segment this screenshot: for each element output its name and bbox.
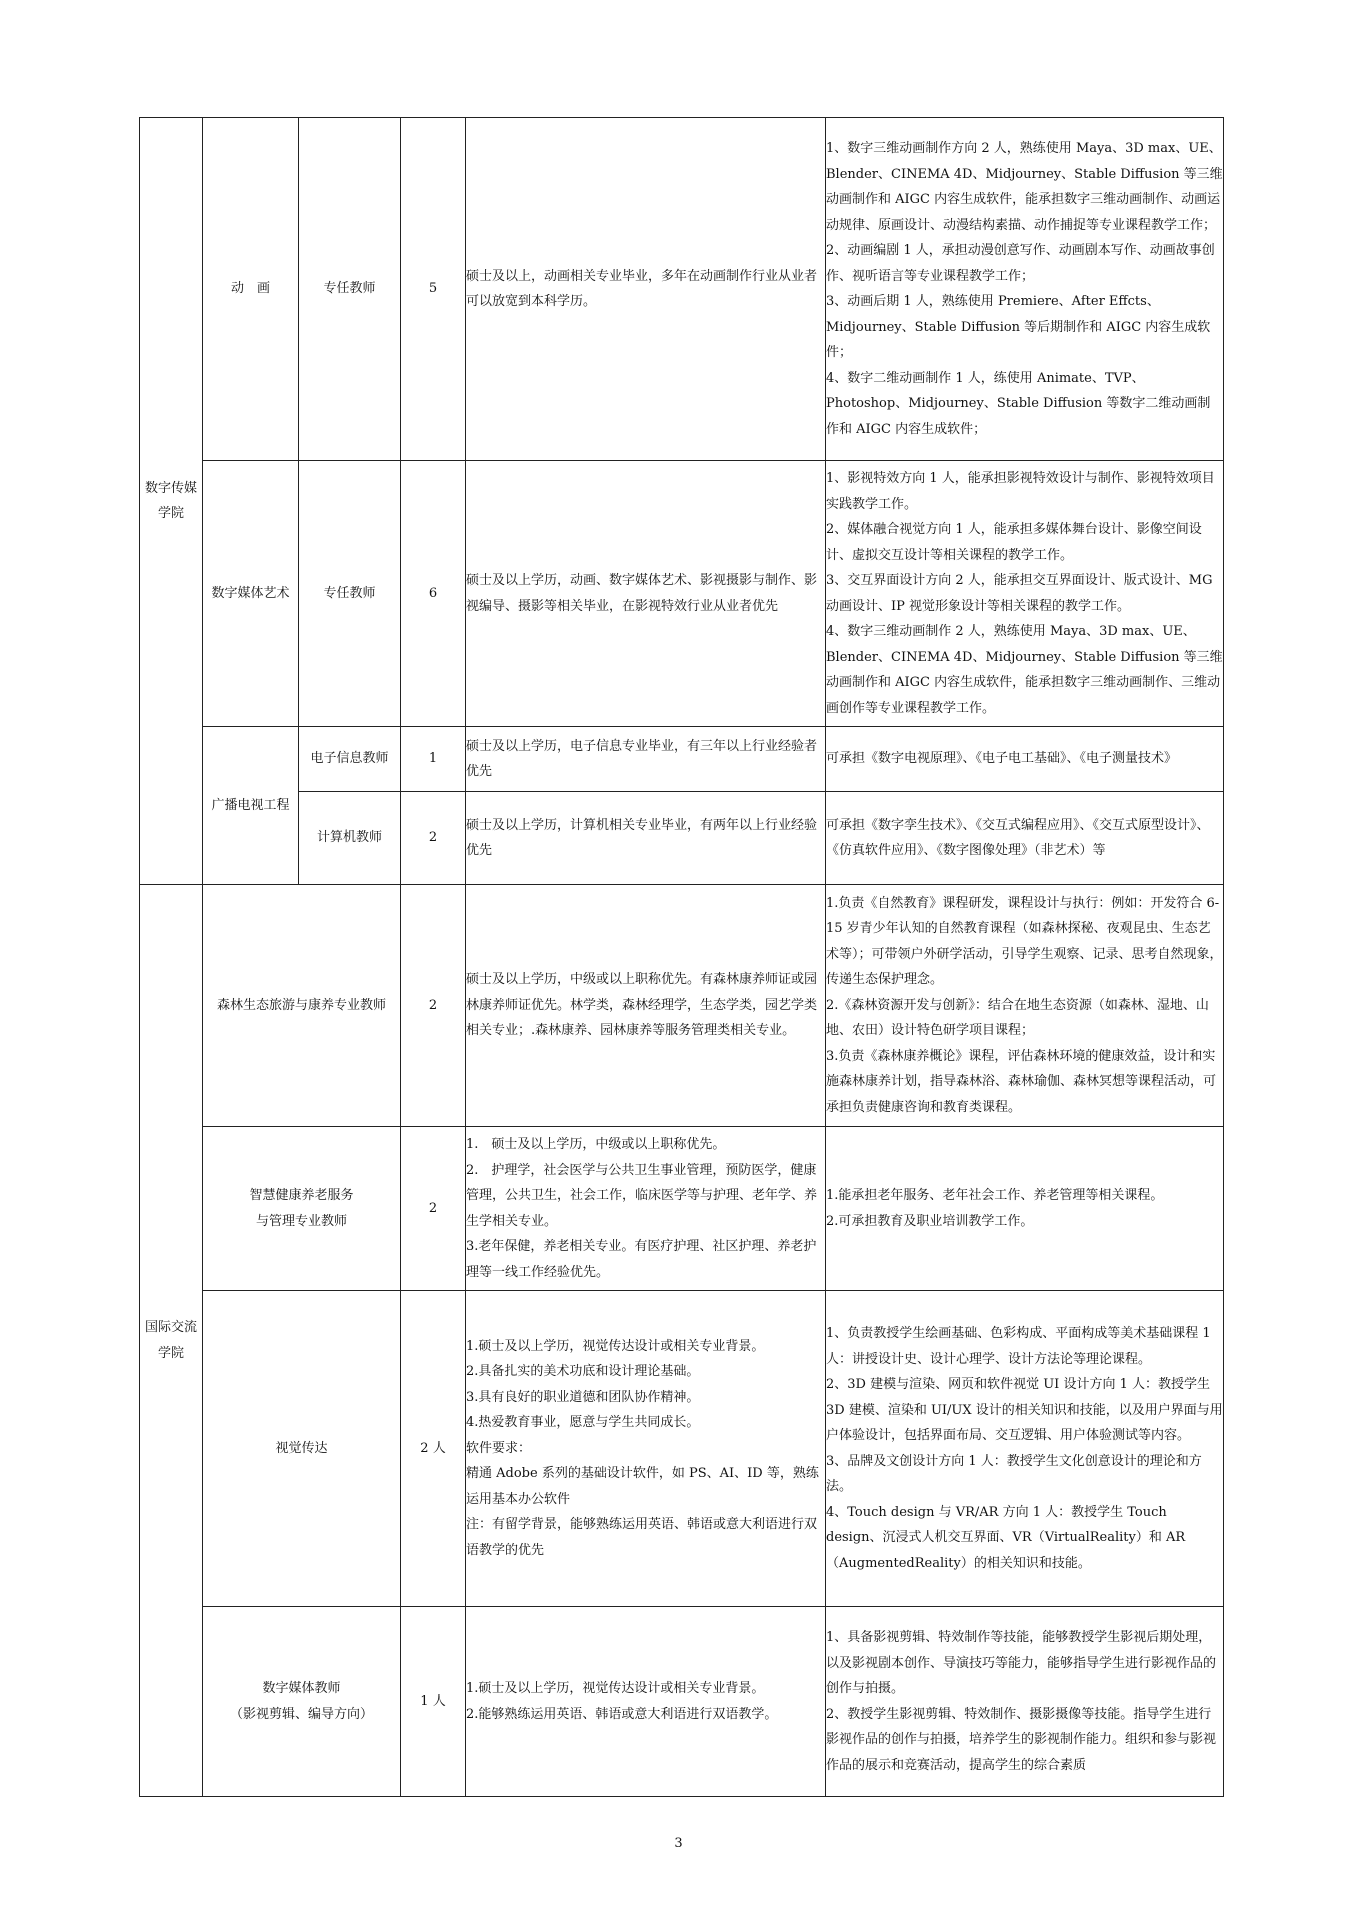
- duties: [826, 1291, 1224, 1607]
- duty-line: 可承担《数字电视原理》、《电子电工基础》、《电子测量技术》: [826, 751, 1178, 767]
- duty-line: 1、数字三维动画制作方向 2 人，熟练使用 Maya、3D max、UE、Blender、CINEMA 4D、Midjourney、Stable Diffusion 等三维动画制作和 AIGC 内容生成软件，能承担数字三维动画制作、动画运动规律、原画设计、动漫结构素描、动作捕捉等专业课程教学工作；: [826, 141, 1223, 233]
- post-name: 专任教师: [299, 461, 401, 727]
- requirement-line: 硕士及以上，动画相关专业毕业，多年在动画制作行业从业者可以放宽到本科学历。: [466, 268, 818, 309]
- requirements: [466, 727, 826, 792]
- headcount: 2: [401, 792, 466, 885]
- table-row: [140, 118, 1224, 461]
- duty-line: 4、Touch design 与 VR/AR 方向 1 人：教授学生 Touch design、沉浸式人机交互界面、VR（VirtualReality）和 AR（AugmentedReality）的相关知识和技能。: [826, 1504, 1186, 1571]
- post-name: [203, 1607, 401, 1797]
- duty-line: 1.能承担老年服务、老年社会工作、养老管理等相关课程。: [826, 1188, 1164, 1203]
- duty-line: 3.负责《森林康养概论》课程，评估森林环境的健康效益，设计和实施森林康养计划，指导森林浴、森林瑜伽、森林冥想等课程活动，可承担负责健康咨询和教育类课程。: [826, 1048, 1217, 1115]
- table-row: [140, 792, 1224, 885]
- page-number: 3: [674, 1836, 683, 1851]
- post-name-line: 与管理专业教师: [255, 1213, 347, 1229]
- requirement-line: 2. 护理学，社会医学与公共卫生事业管理，预防医学，健康管理，公共卫生，社会工作，临床医学等与护理、老年学、养生学相关专业。: [466, 1162, 818, 1229]
- headcount: 1 人: [401, 1607, 466, 1797]
- table-row: [140, 1127, 1224, 1291]
- requirement-line: 软件要求：: [466, 1440, 532, 1456]
- duty-line: 2、教授学生影视剪辑、特效制作、摄影摄像等技能。指导学生进行影视作品的创作与拍摄，培养学生的影视制作能力。组织和参与影视作品的展示和竞赛活动，提高学生的综合素质: [826, 1706, 1217, 1773]
- post-name: [203, 1127, 401, 1291]
- headcount: 2 人: [401, 1291, 466, 1607]
- requirement-line: 4.热爱教育事业，愿意与学生共同成长。: [466, 1415, 700, 1431]
- duty-line: 2、3D 建模与渲染、网页和软件视觉 UI 设计方向 1 人：教授学生 3D 建模、渲染和 UI/UX 设计的相关知识和技能，以及用户界面与用户体验设计，包括界面布局、交互逻辑、用户体验测试等内容。: [826, 1377, 1223, 1443]
- post-name-line: （影视剪辑、编导方向）: [229, 1706, 373, 1722]
- major-name: 广播电视工程: [203, 727, 299, 885]
- duty-line: 4、数字三维动画制作 2 人，熟练使用 Maya、3D max、UE、Blender、CINEMA 4D、Midjourney、Stable Diffusion 等三维动画制作和 AIGC 内容生成软件，能承担数字三维动画制作、三维动画创作等专业课程教学工作。: [826, 624, 1223, 716]
- duty-line: 1.负责《自然教育》课程研发，课程设计与执行：例如：开发符合 6-15 岁青少年认知的自然教育课程（如森林探秘、夜观昆虫、生态艺术等）；可带领户外研学活动，引导学生观察、记录、思考自然现象，传递生态保护理念。: [826, 895, 1223, 988]
- table-row: [140, 727, 1224, 792]
- post-name: 电子信息教师: [299, 727, 401, 792]
- duty-line: 2、媒体融合视觉方向 1 人，能承担多媒体舞台设计、影像空间设计、虚拟交互设计等相关课程的教学工作。: [826, 522, 1202, 563]
- duty-line: 可承担《数字孪生技术》、《交互式编程应用》、《交互式原型设计》、《仿真软件应用》、《数字图像处理》（非艺术）等: [826, 817, 1210, 858]
- requirements: [466, 792, 826, 885]
- table-row: [140, 461, 1224, 727]
- college-name: 国际交流学院: [140, 885, 203, 1797]
- requirements: [466, 461, 826, 727]
- duty-line: 2.《森林资源开发与创新》：结合在地生态资源（如森林、湿地、山地、农田）设计特色研学项目课程；: [826, 997, 1209, 1039]
- post-name: 森林生态旅游与康养专业教师: [203, 885, 401, 1127]
- requirement-line: 1. 硕士及以上学历，中级或以上职称优先。: [466, 1137, 726, 1152]
- headcount: 2: [401, 885, 466, 1127]
- headcount: 1: [401, 727, 466, 792]
- duty-line: 3、交互界面设计方向 2 人，能承担交互界面设计、版式设计、MG 动画设计、IP 视觉形象设计等相关课程的教学工作。: [826, 573, 1213, 614]
- requirement-line: 硕士及以上学历，电子信息专业毕业，有三年以上行业经验者优先: [466, 738, 818, 779]
- duty-line: 3、动画后期 1 人，熟练使用 Premiere、After Effcts、Midjourney、Stable Diffusion 等后期制作和 AIGC 内容生成软件；: [826, 294, 1211, 360]
- requirement-line: 2.具备扎实的美术功底和设计理论基础。: [466, 1364, 700, 1380]
- duties: [826, 727, 1224, 792]
- headcount: 2: [401, 1127, 466, 1291]
- requirement-line: 2.能够熟练运用英语、韩语或意大利语进行双语教学。: [466, 1706, 778, 1722]
- table-row: [140, 1291, 1224, 1607]
- post-name: 计算机教师: [299, 792, 401, 885]
- requirements: [466, 1607, 826, 1797]
- duty-line: 1、影视特效方向 1 人，能承担影视特效设计与制作、影视特效项目实践教学工作。: [826, 471, 1215, 512]
- post-name: 专任教师: [299, 118, 401, 461]
- duties: [826, 885, 1224, 1127]
- requirement-line: 硕士及以上学历，动画、数字媒体艺术、影视摄影与制作、影视编导、摄影等相关毕业，在影视特效行业从业者优先: [466, 573, 818, 614]
- recruitment-table: [139, 117, 1224, 1797]
- headcount: 6: [401, 461, 466, 727]
- requirement-line: 3.老年保健，养老相关专业。有医疗护理、社区护理、养老护理等一线工作经验优先。: [466, 1239, 817, 1280]
- duties: [826, 461, 1224, 727]
- requirements: [466, 1291, 826, 1607]
- major-name: 数字媒体艺术: [203, 461, 299, 727]
- requirement-line: 硕士及以上学历，中级或以上职称优先。有森林康养师证或园林康养师证优先。林学类，森林经理学，生态学类，园艺学类相关专业；.森林康养、园林康养等服务管理类相关专业。: [466, 972, 818, 1039]
- headcount: 5: [401, 118, 466, 461]
- requirements: [466, 1127, 826, 1291]
- duties: [826, 118, 1224, 461]
- requirement-line: 1.硕士及以上学历，视觉传达设计或相关专业背景。: [466, 1338, 765, 1354]
- table-row: [140, 885, 1224, 1127]
- duty-line: 2.可承担教育及职业培训教学工作。: [826, 1213, 1034, 1229]
- duty-line: 1、负责教授学生绘画基础、色彩构成、平面构成等美术基础课程 1 人：讲授设计史、设计心理学、设计方法论等理论课程。: [826, 1326, 1211, 1367]
- duty-line: 2、动画编剧 1 人，承担动漫创意写作、动画剧本写作、动画故事创作、视听语言等专业课程教学工作；: [826, 243, 1215, 284]
- duties: [826, 792, 1224, 885]
- major-name: 动 画: [203, 118, 299, 461]
- duty-line: 4、数字二维动画制作 1 人，练使用 Animate、TVP、Photoshop、Midjourney、Stable Diffusion 等数字二维动画制作和 AIGC 内容生成软件；: [826, 370, 1211, 437]
- post-name-line: 数字媒体教师: [262, 1681, 341, 1696]
- post-name-line: 智慧健康养老服务: [249, 1188, 354, 1203]
- requirements: [466, 118, 826, 461]
- requirement-line: 精通 Adobe 系列的基础设计软件，如 PS、AI、ID 等，熟练运用基本办公软件: [466, 1466, 819, 1507]
- requirements: [466, 885, 826, 1127]
- duty-line: 3、品牌及文创设计方向 1 人：教授学生文化创意设计的理论和方法。: [826, 1453, 1202, 1494]
- college-name: 数字传媒学院: [140, 118, 203, 885]
- requirement-line: 注：有留学背景，能够熟练运用英语、韩语或意大利语进行双语教学的优先: [466, 1517, 818, 1558]
- requirement-line: 1.硕士及以上学历，视觉传达设计或相关专业背景。: [466, 1681, 765, 1696]
- duties: [826, 1127, 1224, 1291]
- requirement-line: 硕士及以上学历，计算机相关专业毕业，有两年以上行业经验优先: [466, 817, 818, 858]
- requirement-line: 3.具有良好的职业道德和团队协作精神。: [466, 1389, 700, 1405]
- duty-line: 1、具备影视剪辑、特效制作等技能，能够教授学生影视后期处理，以及影视剧本创作、导演技巧等能力，能够指导学生进行影视作品的创作与拍摄。: [826, 1630, 1217, 1696]
- duties: [826, 1607, 1224, 1797]
- table-row: [140, 1607, 1224, 1797]
- post-name: 视觉传达: [203, 1291, 401, 1607]
